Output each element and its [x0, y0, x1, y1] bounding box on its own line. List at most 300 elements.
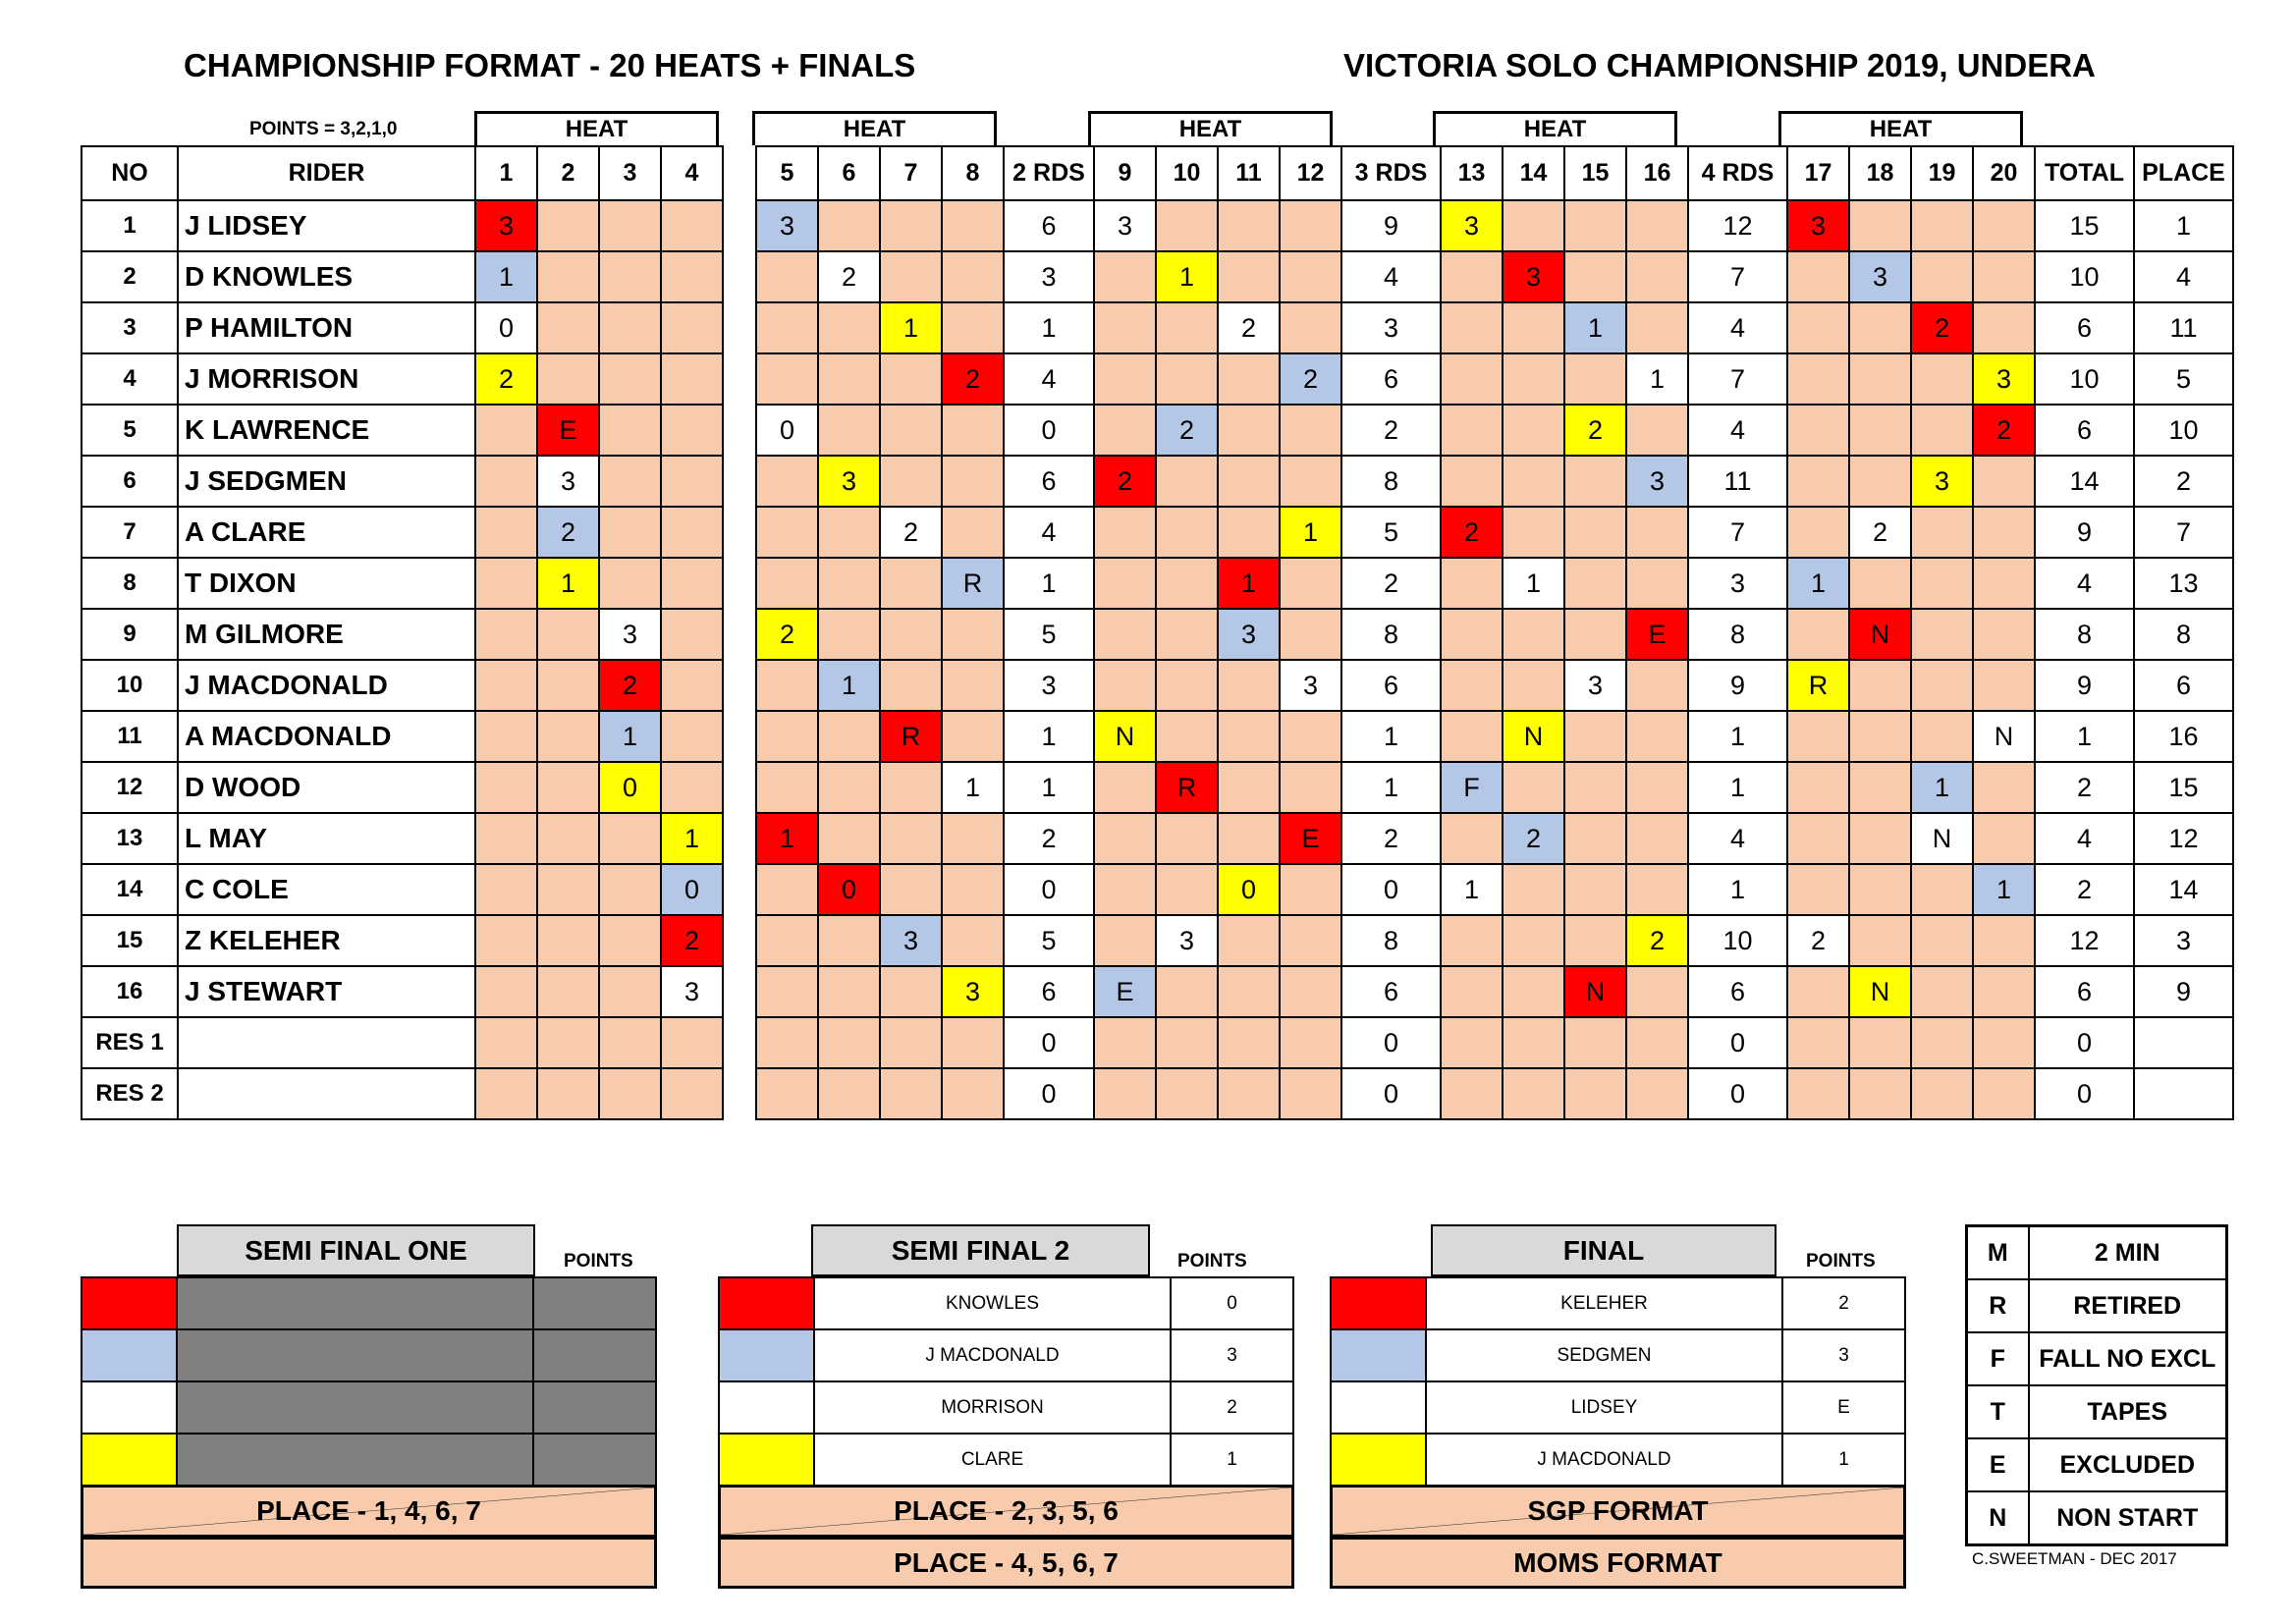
rider-name: J LIDSEY	[178, 200, 475, 251]
heat-score-cell: 2	[1849, 507, 1911, 558]
heat-score-cell	[1849, 1017, 1911, 1068]
heat-score-cell	[880, 660, 942, 711]
subtotal-3rds: 0	[1341, 1017, 1441, 1068]
subtotal-2rds: 3	[1004, 251, 1094, 302]
final-entries-table	[1330, 1276, 1906, 1487]
heat-score-cell	[1911, 711, 1973, 762]
heat-score-cell	[1564, 558, 1626, 609]
heat-score-cell	[1218, 762, 1280, 813]
subtotal-4rds: 6	[1688, 966, 1787, 1017]
heat-score-cell: 2	[1973, 405, 2035, 456]
rider-row	[82, 966, 2233, 1017]
heat-score-cell	[818, 1017, 880, 1068]
heat-score-cell	[599, 813, 661, 864]
heat-score-cell	[661, 762, 723, 813]
heat-score-cell	[818, 353, 880, 405]
heat-score-cell	[1441, 660, 1503, 711]
heat-score-cell: N	[1094, 711, 1156, 762]
heat-score-cell: 2	[1626, 915, 1688, 966]
heat-score-cell: 3	[1626, 456, 1688, 507]
heat-score-cell	[1626, 251, 1688, 302]
heat-score-cell	[942, 456, 1004, 507]
heat-score-cell	[1787, 507, 1849, 558]
heat-score-cell	[1218, 1068, 1280, 1119]
col-header-no: NO	[82, 146, 178, 200]
subtotal-3rds: 8	[1341, 456, 1441, 507]
heat-score-cell	[599, 405, 661, 456]
subtotal-3rds: 8	[1341, 609, 1441, 660]
heat-score-cell	[1564, 711, 1626, 762]
final-points: 1	[1171, 1434, 1293, 1486]
heat-score-cell	[1441, 1017, 1503, 1068]
heat-score-cell: R	[1787, 660, 1849, 711]
heat-score-cell	[942, 251, 1004, 302]
heat-score-cell: 2	[756, 609, 818, 660]
heat-score-cell	[1441, 456, 1503, 507]
heat-score-cell	[475, 558, 537, 609]
heat-score-cell	[1973, 251, 2035, 302]
heat-score-cell: 3	[942, 966, 1004, 1017]
heat-score-cell	[599, 1068, 661, 1119]
col-header-total: TOTAL	[2035, 146, 2134, 200]
heat-score-cell	[942, 660, 1004, 711]
rider-name: K LAWRENCE	[178, 405, 475, 456]
final-entry-row	[82, 1381, 656, 1434]
heat-score-cell	[1849, 1068, 1911, 1119]
rider-number: 9	[82, 609, 178, 660]
subtotal-2rds: 1	[1004, 711, 1094, 762]
heat-score-cell	[1911, 1068, 1973, 1119]
subtotal-3rds: 9	[1341, 200, 1441, 251]
heat-score-cell	[942, 711, 1004, 762]
heat-score-cell	[1626, 711, 1688, 762]
strikethrough-stroke	[1333, 1488, 1903, 1535]
col-header-heat: 10	[1156, 146, 1218, 200]
heat-score-cell: 2	[1503, 813, 1564, 864]
heat-score-cell	[537, 1017, 599, 1068]
heat-score-cell	[1849, 200, 1911, 251]
col-header-rider: RIDER	[178, 146, 475, 200]
heat-score-cell	[1849, 456, 1911, 507]
heat-score-cell: 1	[1156, 251, 1218, 302]
heat-score-cell	[756, 456, 818, 507]
rider-name: J SEDGMEN	[178, 456, 475, 507]
heat-score-cell	[818, 405, 880, 456]
spacer	[723, 251, 756, 302]
final-rider-name: LIDSEY	[1426, 1381, 1782, 1434]
rider-number: 12	[82, 762, 178, 813]
heat-score-cell: 3	[1094, 200, 1156, 251]
final-rider-name: J MACDONALD	[814, 1329, 1171, 1381]
heat-score-cell	[1094, 660, 1156, 711]
final-place: 2	[2134, 456, 2233, 507]
heat-score-cell	[1849, 302, 1911, 353]
heat-score-cell	[1218, 966, 1280, 1017]
heat-score-cell	[1911, 915, 1973, 966]
heat-score-cell	[1280, 966, 1341, 1017]
heat-score-cell	[1280, 405, 1341, 456]
legend-table	[1965, 1224, 2228, 1546]
heat-score-cell	[1626, 507, 1688, 558]
rider-number: 2	[82, 251, 178, 302]
rider-number: 16	[82, 966, 178, 1017]
rider-number: 10	[82, 660, 178, 711]
heat-score-cell	[1626, 864, 1688, 915]
subtotal-4rds: 1	[1688, 711, 1787, 762]
heat-score-cell	[537, 864, 599, 915]
heat-score-cell: N	[1849, 966, 1911, 1017]
gate-color-swatch	[1331, 1434, 1426, 1486]
heat-score-cell	[942, 1068, 1004, 1119]
total-points: 14	[2035, 456, 2134, 507]
subtotal-3rds: 4	[1341, 251, 1441, 302]
heat-score-cell	[1626, 558, 1688, 609]
col-header-2rds: 2 RDS	[1004, 146, 1094, 200]
subtotal-2rds: 0	[1004, 864, 1094, 915]
heat-score-cell	[1911, 405, 1973, 456]
heat-score-cell	[1564, 251, 1626, 302]
heat-score-cell: 3	[756, 200, 818, 251]
col-header-3rds: 3 RDS	[1341, 146, 1441, 200]
total-points: 4	[2035, 558, 2134, 609]
gate-color-swatch	[82, 1329, 177, 1381]
heat-score-cell	[1849, 660, 1911, 711]
subtotal-4rds: 12	[1688, 200, 1787, 251]
heat-score-cell	[1280, 1017, 1341, 1068]
heat-score-cell	[537, 660, 599, 711]
heat-score-cell	[1218, 507, 1280, 558]
heat-score-cell	[880, 966, 942, 1017]
heat-score-cell	[1849, 711, 1911, 762]
heat-score-cell: E	[537, 405, 599, 456]
heat-score-cell	[475, 507, 537, 558]
final-entries-table	[81, 1276, 657, 1487]
heat-score-cell	[537, 200, 599, 251]
legend-meaning: EXCLUDED	[2029, 1438, 2227, 1491]
heat-score-cell	[818, 966, 880, 1017]
final-place: 13	[2134, 558, 2233, 609]
heat-score-cell	[1973, 660, 2035, 711]
heat-score-cell: 2	[1787, 915, 1849, 966]
heat-score-cell	[1094, 353, 1156, 405]
total-points: 8	[2035, 609, 2134, 660]
heat-score-cell	[599, 353, 661, 405]
heat-score-cell	[756, 507, 818, 558]
heat-score-cell	[1441, 915, 1503, 966]
heat-score-cell	[1218, 353, 1280, 405]
heat-score-cell	[1787, 1017, 1849, 1068]
heat-score-cell	[599, 200, 661, 251]
heat-score-cell	[661, 1017, 723, 1068]
subtotal-2rds: 6	[1004, 456, 1094, 507]
subtotal-4rds: 1	[1688, 762, 1787, 813]
col-header-heat: 2	[537, 146, 599, 200]
points-note: POINTS = 3,2,1,0	[249, 119, 398, 139]
heat-score-cell	[1094, 915, 1156, 966]
rider-name: T DIXON	[178, 558, 475, 609]
subtotal-4rds: 1	[1688, 864, 1787, 915]
heat-score-cell	[1218, 711, 1280, 762]
heat-score-cell: 3	[1280, 660, 1341, 711]
format-row-label: SGP FORMAT	[1527, 1495, 1709, 1526]
heat-score-cell	[1503, 353, 1564, 405]
heat-score-cell	[1441, 405, 1503, 456]
rider-row	[82, 660, 2233, 711]
strikethrough-line	[83, 1488, 654, 1535]
total-points: 6	[2035, 405, 2134, 456]
subtotal-4rds: 4	[1688, 405, 1787, 456]
subtotal-2rds: 3	[1004, 660, 1094, 711]
spacer	[723, 200, 756, 251]
total-points: 9	[2035, 660, 2134, 711]
heat-score-cell	[1911, 353, 1973, 405]
heat-group-header: HEAT	[1088, 111, 1333, 145]
format-row-struck	[81, 1485, 657, 1538]
col-header-4rds: 4 RDS	[1688, 146, 1787, 200]
heat-score-cell	[537, 353, 599, 405]
rider-row	[82, 864, 2233, 915]
subtotal-4rds: 0	[1688, 1068, 1787, 1119]
heat-score-cell	[661, 1068, 723, 1119]
total-points: 9	[2035, 507, 2134, 558]
heat-score-cell	[1973, 456, 2035, 507]
heat-score-cell	[1503, 302, 1564, 353]
heat-score-cell	[756, 1017, 818, 1068]
final-place: 15	[2134, 762, 2233, 813]
total-points: 6	[2035, 966, 2134, 1017]
rider-row	[82, 711, 2233, 762]
heat-score-cell	[1849, 762, 1911, 813]
rider-name: Z KELEHER	[178, 915, 475, 966]
rider-row	[82, 456, 2233, 507]
heat-score-cell	[1156, 1068, 1218, 1119]
subtotal-4rds: 7	[1688, 507, 1787, 558]
heat-score-cell	[599, 507, 661, 558]
heat-score-cell	[1564, 456, 1626, 507]
heat-score-cell	[1973, 1068, 2035, 1119]
heat-score-cell	[756, 302, 818, 353]
rider-row	[82, 507, 2233, 558]
col-header-heat: 16	[1626, 146, 1688, 200]
heat-score-cell	[1626, 966, 1688, 1017]
final-entry-row	[719, 1329, 1293, 1381]
score-table	[81, 145, 2234, 1120]
heat-score-cell	[880, 558, 942, 609]
heat-score-cell	[537, 762, 599, 813]
heat-score-cell: 1	[1503, 558, 1564, 609]
heat-score-cell	[1503, 405, 1564, 456]
heat-score-cell	[942, 1017, 1004, 1068]
total-points: 2	[2035, 864, 2134, 915]
heat-score-cell	[1441, 558, 1503, 609]
final-rider-name	[177, 1434, 533, 1486]
final-place: 1	[2134, 200, 2233, 251]
heat-score-cell: 0	[661, 864, 723, 915]
heat-score-cell	[537, 251, 599, 302]
total-points: 10	[2035, 353, 2134, 405]
final-rider-name: CLARE	[814, 1434, 1171, 1486]
subtotal-4rds: 7	[1688, 353, 1787, 405]
subtotal-2rds: 2	[1004, 813, 1094, 864]
subtotal-3rds: 1	[1341, 762, 1441, 813]
heat-score-cell	[756, 711, 818, 762]
heat-score-cell	[818, 200, 880, 251]
total-points: 1	[2035, 711, 2134, 762]
subtotal-2rds: 5	[1004, 915, 1094, 966]
heat-score-cell	[1094, 302, 1156, 353]
page-title: CHAMPIONSHIP FORMAT - 20 HEATS + FINALS	[184, 47, 916, 83]
rider-number: 11	[82, 711, 178, 762]
total-points: 4	[2035, 813, 2134, 864]
rider-number: 1	[82, 200, 178, 251]
heat-score-cell	[475, 813, 537, 864]
subtotal-3rds: 2	[1341, 405, 1441, 456]
heat-score-cell	[818, 558, 880, 609]
heat-score-cell: 1	[475, 251, 537, 302]
col-header-heat: 5	[756, 146, 818, 200]
spacer	[723, 966, 756, 1017]
heat-score-cell	[1503, 915, 1564, 966]
heat-score-cell	[818, 813, 880, 864]
heat-score-cell: 0	[599, 762, 661, 813]
subtotal-3rds: 3	[1341, 302, 1441, 353]
heat-score-cell	[1441, 609, 1503, 660]
heat-score-cell	[1787, 966, 1849, 1017]
heat-score-cell	[1973, 200, 2035, 251]
heat-score-cell: 2	[942, 353, 1004, 405]
col-header-heat: 18	[1849, 146, 1911, 200]
subtotal-3rds: 8	[1341, 915, 1441, 966]
heat-score-cell	[1973, 507, 2035, 558]
final-title: SEMI FINAL ONE	[177, 1224, 535, 1276]
heat-score-cell: 1	[1564, 302, 1626, 353]
heat-score-cell	[1094, 1017, 1156, 1068]
heat-score-cell	[756, 251, 818, 302]
subtotal-4rds: 4	[1688, 302, 1787, 353]
heat-score-cell	[537, 609, 599, 660]
heat-score-cell	[599, 966, 661, 1017]
final-entry-row	[82, 1434, 656, 1486]
final-place: 3	[2134, 915, 2233, 966]
heat-score-cell: 0	[818, 864, 880, 915]
heat-score-cell	[475, 711, 537, 762]
heat-score-cell	[475, 864, 537, 915]
col-header-heat: 9	[1094, 146, 1156, 200]
col-header-heat: 17	[1787, 146, 1849, 200]
heat-group-header: HEAT	[1778, 111, 2023, 145]
heat-score-cell	[1973, 813, 2035, 864]
spacer	[723, 558, 756, 609]
subtotal-2rds: 1	[1004, 762, 1094, 813]
heat-score-cell: 3	[1849, 251, 1911, 302]
heat-score-cell: 2	[880, 507, 942, 558]
heat-score-cell	[1564, 353, 1626, 405]
subtotal-4rds: 7	[1688, 251, 1787, 302]
rider-row	[82, 762, 2233, 813]
heat-score-cell	[1564, 762, 1626, 813]
strikethrough-line	[721, 1488, 1291, 1535]
heat-score-cell	[1156, 507, 1218, 558]
rider-row	[82, 302, 2233, 353]
heat-score-cell	[1973, 558, 2035, 609]
final-place: 7	[2134, 507, 2233, 558]
heat-score-cell: 2	[1280, 353, 1341, 405]
heat-score-cell	[537, 711, 599, 762]
rider-name: J STEWART	[178, 966, 475, 1017]
rider-number: 4	[82, 353, 178, 405]
legend-code: R	[1967, 1279, 2029, 1332]
heat-score-cell	[1849, 353, 1911, 405]
heat-score-cell	[818, 915, 880, 966]
heat-score-cell	[1280, 1068, 1341, 1119]
rider-name: P HAMILTON	[178, 302, 475, 353]
heat-score-cell	[537, 813, 599, 864]
legend-meaning: 2 MIN	[2029, 1226, 2227, 1280]
heat-score-cell	[1787, 456, 1849, 507]
heat-score-cell	[942, 200, 1004, 251]
col-header-heat: 7	[880, 146, 942, 200]
heat-score-cell	[1503, 864, 1564, 915]
subtotal-2rds: 1	[1004, 302, 1094, 353]
legend-meaning: TAPES	[2029, 1385, 2227, 1438]
spacer	[723, 507, 756, 558]
heat-score-cell: N	[1849, 609, 1911, 660]
heat-score-cell	[880, 456, 942, 507]
heat-score-cell	[475, 1068, 537, 1119]
heat-score-cell	[942, 405, 1004, 456]
heat-score-cell	[475, 915, 537, 966]
final-place	[2134, 1068, 2233, 1119]
heat-score-cell	[1849, 864, 1911, 915]
final-rider-name	[177, 1381, 533, 1434]
final-points: 3	[1782, 1329, 1905, 1381]
heat-score-cell: 1	[1280, 507, 1341, 558]
heat-score-cell: 3	[1787, 200, 1849, 251]
heat-score-cell	[1503, 1068, 1564, 1119]
subtotal-2rds: 1	[1004, 558, 1094, 609]
final-entry-row	[1331, 1329, 1905, 1381]
subtotal-2rds: 4	[1004, 353, 1094, 405]
final-entry-row	[1331, 1434, 1905, 1486]
heat-score-cell	[756, 762, 818, 813]
heat-score-cell	[1787, 864, 1849, 915]
heat-score-cell	[1626, 813, 1688, 864]
spacer	[723, 405, 756, 456]
heat-score-cell	[475, 456, 537, 507]
heat-score-cell: 3	[1564, 660, 1626, 711]
heat-score-cell	[1441, 251, 1503, 302]
points-label: POINTS	[1806, 1251, 1876, 1272]
heat-score-cell	[1787, 353, 1849, 405]
heat-group-header: HEAT	[752, 111, 997, 145]
heat-score-cell	[1441, 353, 1503, 405]
heat-score-cell: 2	[1911, 302, 1973, 353]
heat-score-cell: N	[1911, 813, 1973, 864]
rider-number: 8	[82, 558, 178, 609]
heat-score-cell	[1787, 711, 1849, 762]
heat-score-cell	[1787, 813, 1849, 864]
rider-name: J MACDONALD	[178, 660, 475, 711]
heat-score-cell	[1218, 251, 1280, 302]
heat-score-cell	[1094, 507, 1156, 558]
subtotal-2rds: 5	[1004, 609, 1094, 660]
subtotal-3rds: 5	[1341, 507, 1441, 558]
heat-score-cell	[475, 660, 537, 711]
heat-score-cell: 1	[537, 558, 599, 609]
heat-score-cell	[1564, 864, 1626, 915]
heat-score-cell	[818, 711, 880, 762]
col-header-heat: 15	[1564, 146, 1626, 200]
